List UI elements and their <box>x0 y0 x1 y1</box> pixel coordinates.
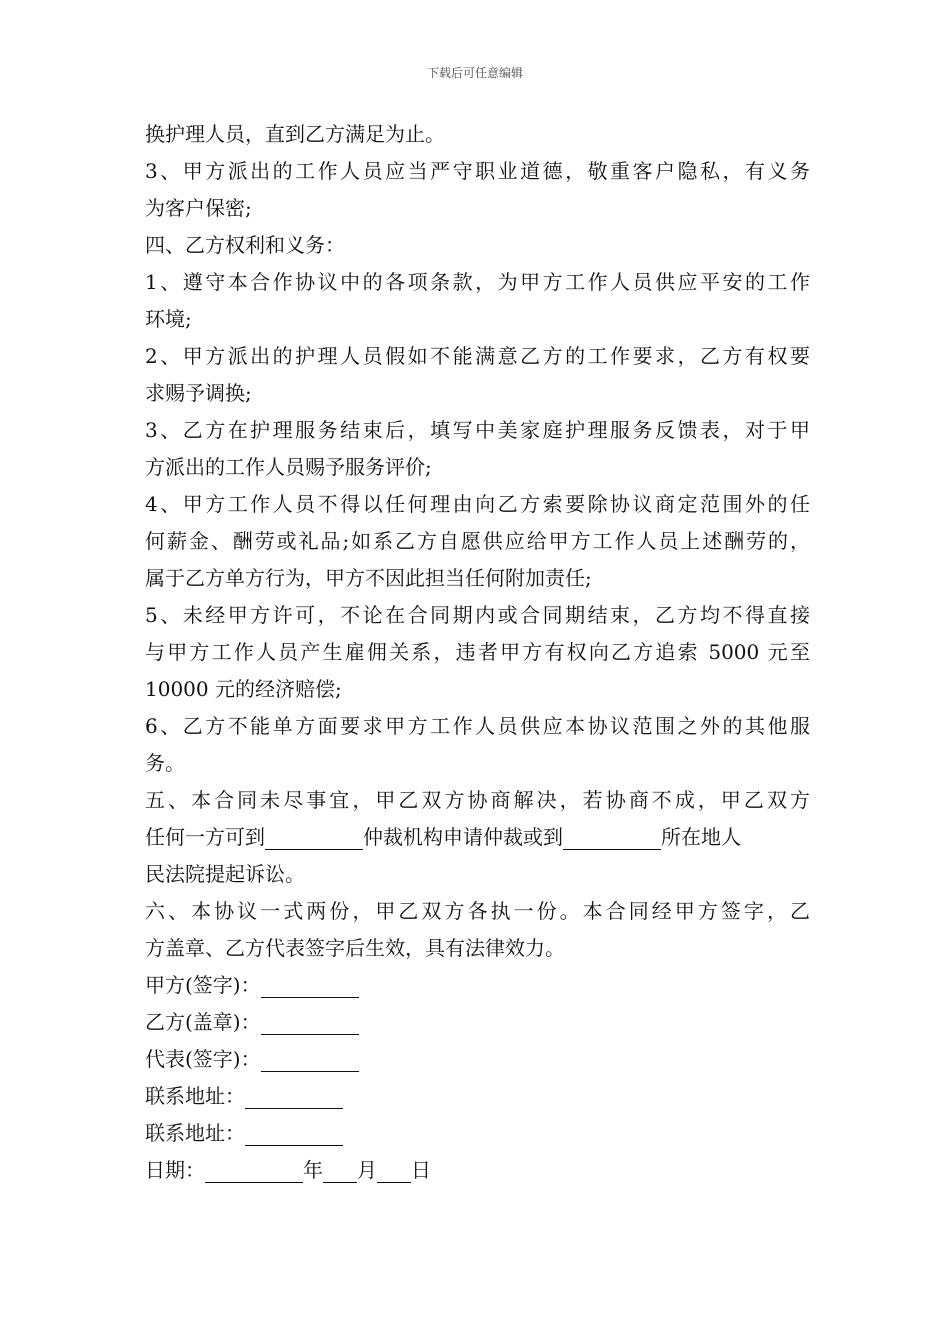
representative-label: 代表(签字)： <box>145 1047 261 1071</box>
text-line: 与甲方工作人员产生雇佣关系，违者甲方有权向乙方追索 5000 元至 <box>145 640 810 664</box>
text-line: 换护理人员，直到乙方满足为止。 <box>145 122 445 146</box>
party-a-label: 甲方(签字)： <box>145 973 261 997</box>
text-line: 为客户保密; <box>145 196 252 220</box>
text-line: 4、甲方工作人员不得以任何理由向乙方索要除协议商定范围外的任 <box>145 492 810 516</box>
text-segment: 任何一方可到 <box>145 825 265 849</box>
text-line: 6、乙方不能单方面要求甲方工作人员供应本协议范围之外的其他服 <box>145 714 810 738</box>
address-line <box>145 1115 810 1152</box>
page-header: 下载后可任意编辑 <box>426 66 523 80</box>
text-segment: 所在地人 <box>661 825 741 849</box>
text-line: 1、遵守本合作协议中的各项条款，为甲方工作人员供应平安的工作 <box>145 270 810 294</box>
address-line <box>145 1078 810 1115</box>
text-line: 何薪金、酬劳或礼品;如系乙方自愿供应给甲方工作人员上述酬劳的， <box>145 529 810 553</box>
address-blank <box>245 1121 343 1146</box>
party-b-label: 乙方(盖章)： <box>145 1010 261 1034</box>
representative-signature-blank <box>261 1047 359 1072</box>
party-a-signature-line <box>145 967 810 1004</box>
address-label: 联系地址： <box>145 1084 245 1108</box>
text-segment: 仲裁机构申请仲裁或到 <box>363 825 563 849</box>
party-b-seal-blank <box>261 1010 359 1035</box>
section-heading: 六、本协议一式两份，甲乙双方各执一份。本合同经甲方签字，乙 <box>145 899 810 923</box>
text-line: 3、甲方派出的工作人员应当严守职业道德，敬重客户隐私，有义务 <box>145 159 810 183</box>
text-line: 方派出的工作人员赐予服务评价; <box>145 455 432 479</box>
text-line: 属于乙方单方行为，甲方不因此担当任何附加责任; <box>145 566 592 590</box>
date-label: 日期： <box>145 1158 205 1182</box>
text-line: 务。 <box>145 751 185 775</box>
day-blank <box>377 1158 411 1183</box>
text-line: 2、甲方派出的护理人员假如不能满意乙方的工作要求，乙方有权要 <box>145 344 810 368</box>
text-line: 民法院提起诉讼。 <box>145 862 305 886</box>
day-label: 日 <box>411 1158 431 1182</box>
text-line: 求赐予调换; <box>145 381 252 405</box>
section-heading: 五、本合同未尽事宜，甲乙双方协商解决，若协商不成，甲乙双方 <box>145 788 810 812</box>
year-label: 年 <box>303 1158 323 1182</box>
section-heading: 四、乙方权利和义务： <box>145 233 345 257</box>
text-line <box>145 819 810 856</box>
party-a-signature-blank <box>261 973 359 998</box>
address-label: 联系地址： <box>145 1121 245 1145</box>
text-line: 10000 元的经济赔偿; <box>145 677 342 701</box>
year-blank <box>205 1158 303 1183</box>
party-b-seal-line <box>145 1004 810 1041</box>
text-line: 3、乙方在护理服务结束后，填写中美家庭护理服务反馈表，对于甲 <box>145 418 810 442</box>
date-line <box>145 1152 810 1189</box>
text-line: 方盖章、乙方代表签字后生效，具有法律效力。 <box>145 936 565 960</box>
representative-signature-line <box>145 1041 810 1078</box>
address-blank <box>245 1084 343 1109</box>
document-body <box>145 116 810 1189</box>
month-label: 月 <box>357 1158 377 1182</box>
text-line: 环境; <box>145 307 192 331</box>
month-blank <box>323 1158 357 1183</box>
text-line: 5、未经甲方许可，不论在合同期内或合同期结束，乙方均不得直接 <box>145 603 810 627</box>
arbitration-body-blank <box>265 825 363 850</box>
court-location-blank <box>563 825 661 850</box>
